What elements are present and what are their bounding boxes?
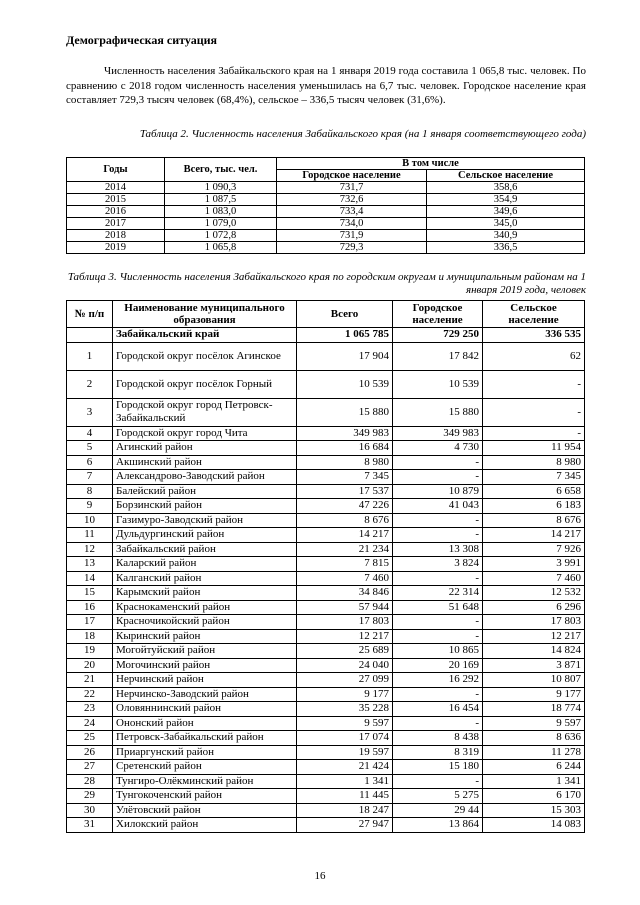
row-number-cell: 6 [67, 455, 113, 470]
rural-cell: 6 296 [483, 600, 585, 615]
table-row [67, 716, 585, 731]
municipality-name-cell: Красночикойский район [113, 615, 297, 630]
total-cell: 27 099 [297, 673, 393, 688]
table-row [67, 557, 585, 572]
urban-cell: 733,4 [277, 206, 427, 218]
municipality-name-cell: Газимуро-Заводский район [113, 513, 297, 528]
table3-caption: Таблица 3. Численность населения Забайкальского края по городским округам и муниципальным районам на 1 января 2019 года, человек [67, 271, 586, 296]
table-row [67, 702, 585, 717]
rural-cell: 7 926 [483, 542, 585, 557]
table-row [67, 513, 585, 528]
row-number-cell: 10 [67, 513, 113, 528]
table-row [67, 370, 585, 398]
urban-cell: 16 292 [393, 673, 483, 688]
total-cell: 7 460 [297, 571, 393, 586]
municipality-name-cell: Петровск-Забайкальский район [113, 731, 297, 746]
year-cell: 2016 [67, 206, 165, 218]
table-row [67, 470, 585, 485]
table-row [67, 615, 585, 630]
urban-cell: - [393, 774, 483, 789]
municipality-name-cell: Могойтуйский район [113, 644, 297, 659]
urban-cell: 41 043 [393, 499, 483, 514]
table-row [67, 218, 585, 230]
table-row [67, 629, 585, 644]
rural-cell: 3 871 [483, 658, 585, 673]
municipality-name-cell: Нерчинско-Заводский район [113, 687, 297, 702]
total-cell: 1 072,8 [165, 230, 277, 242]
municipality-name-cell: Александрово-Заводский район [113, 470, 297, 485]
row-number-cell: 11 [67, 528, 113, 543]
rural-cell: 62 [483, 342, 585, 370]
total-cell: 17 803 [297, 615, 393, 630]
urban-cell: 729,3 [277, 242, 427, 254]
total-cell: 47 226 [297, 499, 393, 514]
row-number-cell: 31 [67, 818, 113, 833]
rural-cell: 6 183 [483, 499, 585, 514]
total-cell: 17 074 [297, 731, 393, 746]
row-number-cell: 20 [67, 658, 113, 673]
table2-caption: Таблица 2. Численность населения Забайкальского края (на 1 января соответствующего года) [139, 128, 586, 140]
rural-cell: 6 658 [483, 484, 585, 499]
rural-cell: 9 597 [483, 716, 585, 731]
table2-body [67, 182, 585, 254]
municipality-name-cell: Городской округ город Чита [113, 426, 297, 441]
row-number-cell: 29 [67, 789, 113, 804]
rural-cell: 9 177 [483, 687, 585, 702]
rural-cell: 6 170 [483, 789, 585, 804]
table-row [67, 789, 585, 804]
urban-cell: 732,6 [277, 194, 427, 206]
rural-cell: 345,0 [427, 218, 585, 230]
urban-cell: 13 864 [393, 818, 483, 833]
col-header-years: Годы [67, 158, 165, 182]
row-number-cell: 16 [67, 600, 113, 615]
urban-cell: 4 730 [393, 441, 483, 456]
row-number-cell: 15 [67, 586, 113, 601]
table-row [67, 542, 585, 557]
rural-cell: 1 341 [483, 774, 585, 789]
rural-cell: - [483, 370, 585, 398]
urban-cell: 15 180 [393, 760, 483, 775]
rural-cell: 12 532 [483, 586, 585, 601]
row-number-cell: 1 [67, 342, 113, 370]
row-number-cell: 19 [67, 644, 113, 659]
municipality-name-cell: Хилокский район [113, 818, 297, 833]
section-heading: Демографическая ситуация [66, 33, 218, 47]
total-row-urban: 729 250 [393, 328, 483, 343]
rural-cell: - [483, 426, 585, 441]
table-row [67, 398, 585, 426]
municipality-name-cell: Краснокаменский район [113, 600, 297, 615]
total-cell: 19 597 [297, 745, 393, 760]
total-cell: 1 083,0 [165, 206, 277, 218]
municipality-name-cell: Кыринский район [113, 629, 297, 644]
urban-cell: 51 648 [393, 600, 483, 615]
col-header-total: Всего, тыс. чел. [165, 158, 277, 182]
intro-paragraph: Численность населения Забайкальского края на 1 января 2019 года составила 1 065,8 тыс. человек. По сравнению с 2018 годом численность населения уменьшилась на 6,7 тыс. человек. Городское население края составляет 729,3 тысяч человек (68,4%), сельское – 336,5 тысяч человек (31,6%). [66, 65, 586, 106]
table-row [67, 230, 585, 242]
total-cell: 1 087,5 [165, 194, 277, 206]
rural-cell: 7 460 [483, 571, 585, 586]
total-row-num [67, 328, 113, 343]
table-row [67, 242, 585, 254]
table-row [67, 687, 585, 702]
table-row [67, 342, 585, 370]
total-cell: 14 217 [297, 528, 393, 543]
table-row [67, 731, 585, 746]
municipality-name-cell: Агинский район [113, 441, 297, 456]
municipality-name-cell: Ононский район [113, 716, 297, 731]
total-row-name: Забайкальский край [113, 328, 297, 343]
col-header-name: Наименование муниципального образования [113, 301, 297, 328]
total-cell: 8 676 [297, 513, 393, 528]
total-cell: 21 234 [297, 542, 393, 557]
rural-cell: 6 244 [483, 760, 585, 775]
total-cell: 7 815 [297, 557, 393, 572]
municipality-name-cell: Акшинский район [113, 455, 297, 470]
table-row [67, 182, 585, 194]
table-row [67, 441, 585, 456]
urban-cell: 8 438 [393, 731, 483, 746]
year-cell: 2019 [67, 242, 165, 254]
row-number-cell: 26 [67, 745, 113, 760]
urban-cell: 10 879 [393, 484, 483, 499]
year-cell: 2015 [67, 194, 165, 206]
table-row [67, 499, 585, 514]
total-cell: 21 424 [297, 760, 393, 775]
total-cell: 7 345 [297, 470, 393, 485]
urban-cell: 731,7 [277, 182, 427, 194]
rural-cell: 14 824 [483, 644, 585, 659]
row-number-cell: 18 [67, 629, 113, 644]
rural-cell: 3 991 [483, 557, 585, 572]
year-cell: 2014 [67, 182, 165, 194]
row-number-cell: 5 [67, 441, 113, 456]
total-cell: 11 445 [297, 789, 393, 804]
table-row [67, 818, 585, 833]
total-cell: 57 944 [297, 600, 393, 615]
row-number-cell: 9 [67, 499, 113, 514]
row-number-cell: 8 [67, 484, 113, 499]
row-number-cell: 3 [67, 398, 113, 426]
total-cell: 1 090,3 [165, 182, 277, 194]
rural-cell: 358,6 [427, 182, 585, 194]
municipality-name-cell: Забайкальский район [113, 542, 297, 557]
table-row [67, 194, 585, 206]
urban-cell: 16 454 [393, 702, 483, 717]
total-cell: 349 983 [297, 426, 393, 441]
table-row [67, 206, 585, 218]
total-cell: 1 079,0 [165, 218, 277, 230]
urban-cell: 8 319 [393, 745, 483, 760]
municipality-name-cell: Дульдургинский район [113, 528, 297, 543]
total-cell: 10 539 [297, 370, 393, 398]
table-row [67, 673, 585, 688]
municipality-name-cell: Улётовский район [113, 803, 297, 818]
urban-cell: - [393, 716, 483, 731]
urban-cell: 10 865 [393, 644, 483, 659]
rural-cell: 17 803 [483, 615, 585, 630]
rural-cell: 14 217 [483, 528, 585, 543]
total-cell: 9 177 [297, 687, 393, 702]
row-number-cell: 28 [67, 774, 113, 789]
total-cell: 27 947 [297, 818, 393, 833]
table-row [67, 644, 585, 659]
rural-cell: 15 303 [483, 803, 585, 818]
urban-cell: - [393, 571, 483, 586]
total-cell: 9 597 [297, 716, 393, 731]
row-number-cell: 14 [67, 571, 113, 586]
page-number: 16 [314, 870, 326, 882]
rural-cell: 18 774 [483, 702, 585, 717]
total-cell: 24 040 [297, 658, 393, 673]
col-header-total: Всего [297, 301, 393, 328]
municipality-name-cell: Могочинский район [113, 658, 297, 673]
urban-cell: - [393, 470, 483, 485]
total-cell: 15 880 [297, 398, 393, 426]
rural-cell: 12 217 [483, 629, 585, 644]
year-cell: 2017 [67, 218, 165, 230]
municipality-name-cell: Нерчинский район [113, 673, 297, 688]
total-cell: 17 537 [297, 484, 393, 499]
row-number-cell: 24 [67, 716, 113, 731]
row-number-cell: 12 [67, 542, 113, 557]
table-row [67, 484, 585, 499]
urban-cell: - [393, 687, 483, 702]
urban-cell: - [393, 615, 483, 630]
urban-cell: 20 169 [393, 658, 483, 673]
table-row [67, 571, 585, 586]
municipality-name-cell: Карымский район [113, 586, 297, 601]
urban-cell: 3 824 [393, 557, 483, 572]
table-row [67, 600, 585, 615]
urban-cell: 5 275 [393, 789, 483, 804]
total-row-total: 1 065 785 [297, 328, 393, 343]
rural-cell: 7 345 [483, 470, 585, 485]
rural-cell: - [483, 398, 585, 426]
municipality-name-cell: Городской округ посёлок Агинское [113, 342, 297, 370]
table-row [67, 745, 585, 760]
municipality-name-cell: Калганский район [113, 571, 297, 586]
rural-cell: 349,6 [427, 206, 585, 218]
municipality-name-cell: Городской округ город Петровск-Забайкальский [113, 398, 297, 426]
urban-cell: 22 314 [393, 586, 483, 601]
rural-cell: 8 676 [483, 513, 585, 528]
col-header-urban: Городское население [277, 170, 427, 182]
col-header-rural: Сельское население [427, 170, 585, 182]
municipality-name-cell: Тунгиро-Олёкминский район [113, 774, 297, 789]
row-number-cell: 25 [67, 731, 113, 746]
total-cell: 34 846 [297, 586, 393, 601]
urban-cell: - [393, 455, 483, 470]
total-cell: 16 684 [297, 441, 393, 456]
row-number-cell: 23 [67, 702, 113, 717]
population-by-year-table [66, 157, 585, 254]
total-cell: 8 980 [297, 455, 393, 470]
table-row [67, 455, 585, 470]
row-number-cell: 4 [67, 426, 113, 441]
row-number-cell: 30 [67, 803, 113, 818]
total-cell: 35 228 [297, 702, 393, 717]
col-header-rural: Сельское население [483, 301, 585, 328]
rural-cell: 14 083 [483, 818, 585, 833]
urban-cell: 349 983 [393, 426, 483, 441]
urban-cell: 10 539 [393, 370, 483, 398]
row-number-cell: 2 [67, 370, 113, 398]
municipality-name-cell: Приаргунский район [113, 745, 297, 760]
population-by-municipality-table [66, 300, 585, 833]
rural-cell: 8 636 [483, 731, 585, 746]
urban-cell: 29 44 [393, 803, 483, 818]
rural-cell: 10 807 [483, 673, 585, 688]
table-row [67, 586, 585, 601]
urban-cell: 734,0 [277, 218, 427, 230]
urban-cell: - [393, 513, 483, 528]
row-number-cell: 17 [67, 615, 113, 630]
rural-cell: 11 278 [483, 745, 585, 760]
total-cell: 12 217 [297, 629, 393, 644]
table-row [67, 426, 585, 441]
municipality-name-cell: Балейский район [113, 484, 297, 499]
municipality-name-cell: Оловяннинский район [113, 702, 297, 717]
row-number-cell: 21 [67, 673, 113, 688]
row-number-cell: 27 [67, 760, 113, 775]
rural-cell: 11 954 [483, 441, 585, 456]
municipality-name-cell: Тунгокоченский район [113, 789, 297, 804]
col-header-num: № п/п [67, 301, 113, 328]
urban-cell: 15 880 [393, 398, 483, 426]
total-cell: 1 065,8 [165, 242, 277, 254]
total-cell: 18 247 [297, 803, 393, 818]
urban-cell: - [393, 528, 483, 543]
municipality-name-cell: Городской округ посёлок Горный [113, 370, 297, 398]
rural-cell: 8 980 [483, 455, 585, 470]
total-cell: 25 689 [297, 644, 393, 659]
row-number-cell: 13 [67, 557, 113, 572]
table-row [67, 528, 585, 543]
year-cell: 2018 [67, 230, 165, 242]
total-cell: 17 904 [297, 342, 393, 370]
urban-cell: 13 308 [393, 542, 483, 557]
table-row [67, 803, 585, 818]
rural-cell: 336,5 [427, 242, 585, 254]
total-cell: 1 341 [297, 774, 393, 789]
municipality-name-cell: Каларский район [113, 557, 297, 572]
table-row-total [67, 328, 585, 343]
table-row [67, 658, 585, 673]
urban-cell: - [393, 629, 483, 644]
rural-cell: 340,9 [427, 230, 585, 242]
table-row [67, 760, 585, 775]
col-header-urban: Городское население [393, 301, 483, 328]
municipality-name-cell: Борзинский район [113, 499, 297, 514]
rural-cell: 354,9 [427, 194, 585, 206]
table-row [67, 774, 585, 789]
table3-body [67, 328, 585, 833]
urban-cell: 731,9 [277, 230, 427, 242]
col-header-including: В том числе [277, 158, 585, 170]
urban-cell: 17 842 [393, 342, 483, 370]
municipality-name-cell: Сретенский район [113, 760, 297, 775]
row-number-cell: 7 [67, 470, 113, 485]
row-number-cell: 22 [67, 687, 113, 702]
total-row-rural: 336 535 [483, 328, 585, 343]
